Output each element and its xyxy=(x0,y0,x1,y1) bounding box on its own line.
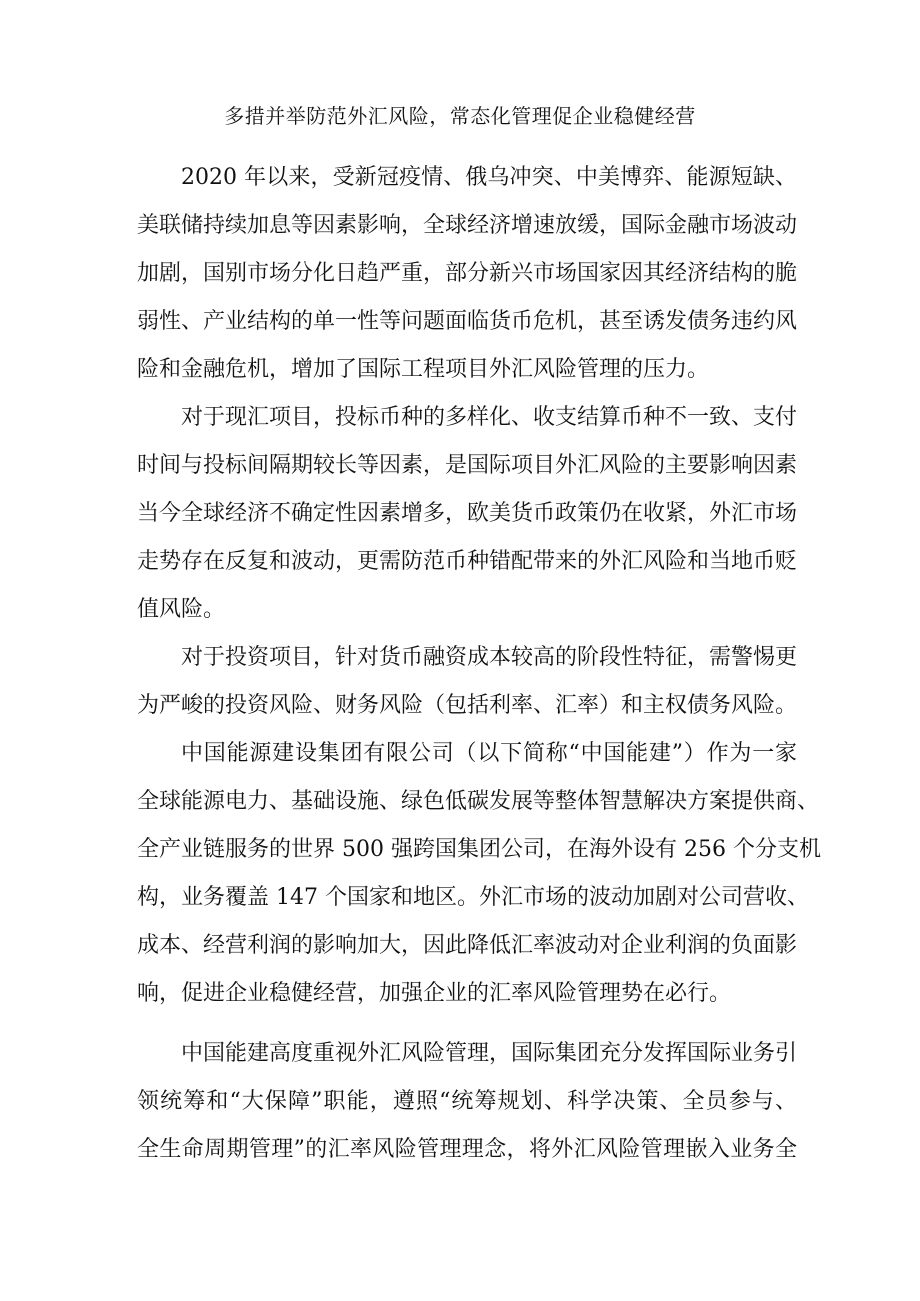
paragraph-1-line-5: 险和金融危机，增加了国际工程项目外汇风险管理的压力。 xyxy=(137,357,710,382)
paragraph-4-line-2: 全球能源电力、基础设施、绿色低碳发展等整体智慧解决方案提供商、 xyxy=(137,789,820,814)
paragraph-4-line-5: 成本、经营利润的影响加大，因此降低汇率波动对企业利润的负面影 xyxy=(137,933,798,958)
paragraph-4-line-1: 中国能源建设集团有限公司（以下简称“中国能建”）作为一家 xyxy=(181,741,797,766)
paragraph-5-line-1: 中国能建高度重视外汇风险管理，国际集团充分发挥国际业务引 xyxy=(181,1041,798,1066)
paragraph-2-line-2: 时间与投标间隔期较长等因素，是国际项目外汇风险的主要影响因素 xyxy=(137,453,798,478)
paragraph-5-line-3: 全生命周期管理”的汇率风险管理理念，将外汇风险管理嵌入业务全 xyxy=(137,1137,797,1162)
paragraph-2-line-3: 当今全球经济不确定性因素增多，欧美货币政策仍在收紧，外汇市场 xyxy=(137,501,798,526)
document-title: 多措并举防范外汇风险，常态化管理促企业稳健经营 xyxy=(224,104,696,128)
paragraph-2-line-4: 走势存在反复和波动，更需防范币种错配带来的外汇风险和当地币贬 xyxy=(137,549,798,574)
paragraph-2-line-1: 对于现汇项目，投标币种的多样化、收支结算币种不一致、支付 xyxy=(181,405,798,430)
paragraph-4-line-4: 构，业务覆盖 147 个国家和地区。外汇市场的波动加剧对公司营收、 xyxy=(137,885,809,910)
paragraph-4-line-6: 响，促进企业稳健经营，加强企业的汇率风险管理势在必行。 xyxy=(137,981,732,1006)
paragraph-1-line-1: 2020 年以来，受新冠疫情、俄乌冲突、中美博弈、能源短缺、 xyxy=(181,165,797,190)
paragraph-1-line-2: 美联储持续加息等因素影响，全球经济增速放缓，国际金融市场波动 xyxy=(137,213,798,238)
paragraph-1-line-3: 加剧，国别市场分化日趋严重，部分新兴市场国家因其经济结构的脆 xyxy=(137,261,798,286)
paragraph-3-line-1: 对于投资项目，针对货币融资成本较高的阶段性特征，需警惕更 xyxy=(181,645,798,670)
paragraph-3-line-2: 为严峻的投资风险、财务风险（包括利率、汇率）和主权债务风险。 xyxy=(137,693,798,718)
paragraph-5-line-2: 领统筹和“大保障”职能，遵照“统筹规划、科学决策、全员参与、 xyxy=(137,1089,797,1114)
paragraph-2-line-5: 值风险。 xyxy=(137,597,226,622)
paragraph-1-line-4: 弱性、产业结构的单一性等问题面临货币危机，甚至诱发债务违约风 xyxy=(137,309,798,334)
paragraph-4-line-3: 全产业链服务的世界 500 强跨国集团公司，在海外设有 256 个分支机 xyxy=(137,837,821,862)
